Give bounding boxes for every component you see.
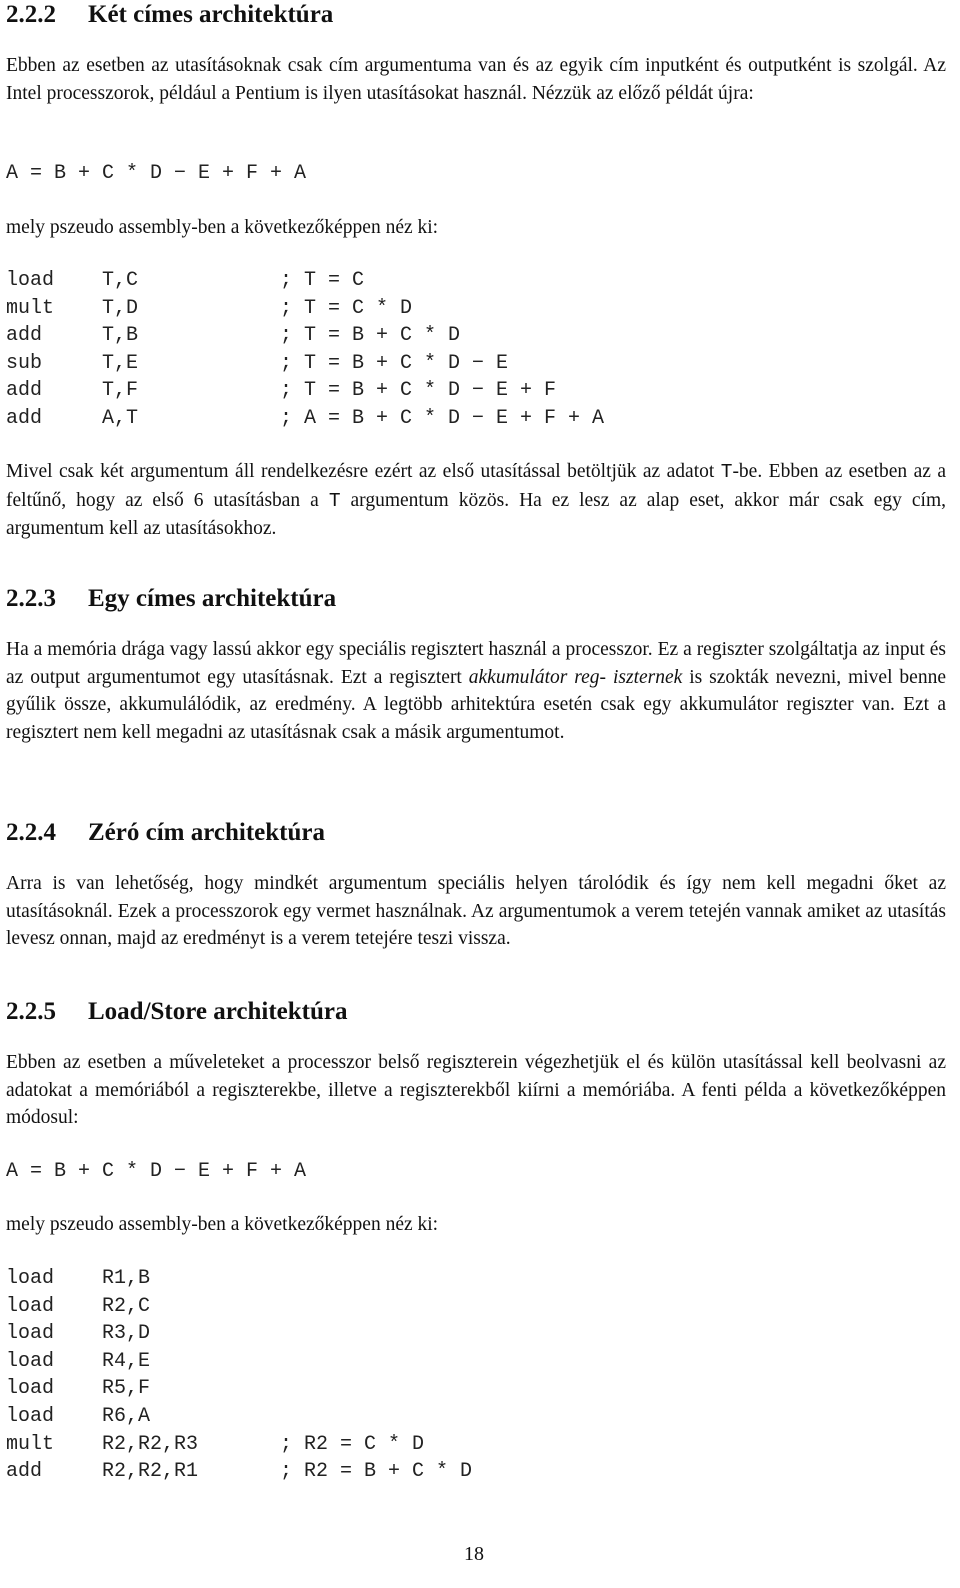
code-comment: ; T = C * D: [280, 296, 413, 320]
section-number: 2.2.4: [6, 819, 56, 846]
paragraph-lead-1: mely pszeudo assembly-ben a következőképpen néz ki:: [6, 217, 439, 238]
page-number: 18: [464, 1543, 484, 1565]
section-number: 2.2.3: [6, 585, 56, 612]
inline-code: T: [328, 489, 341, 512]
code-opcode: load: [6, 1349, 55, 1373]
formula-2: A = B + C * D − E + F + A: [6, 1160, 307, 1183]
code-opcode: load: [6, 269, 55, 292]
paragraph-2-2-3: [6, 636, 946, 746]
section-heading-2-2-3: [6, 584, 336, 614]
code-comment: ; T = B + C * D: [280, 324, 461, 348]
section-heading-2-2-2: [6, 0, 333, 30]
text-part: argumentum közös. Ha ez lesz az alap eset, akkor már csak egy cím, argumentum kell az utasításokhoz.: [6, 489, 946, 539]
paragraph-2-2-2-intro: Ebben az esetben az utasításoknak csak cím argumentuma van és az egyik cím inputként és outputként is szolgál. Az Intel processzorok, például a Pentium is ilyen utasításokat használ. Nézzük az előző példát újra:: [6, 55, 946, 104]
code-operands: T,C: [102, 269, 139, 292]
code-operands: A,T: [102, 406, 139, 430]
code-opcode: load: [6, 1404, 55, 1428]
code-comment: ; R2 = C * D: [280, 1432, 425, 1456]
code-opcode: load: [6, 1267, 55, 1290]
code-opcode: mult: [6, 296, 55, 320]
formula-1: A = B + C * D − E + F + A: [6, 162, 307, 185]
inline-code: T: [720, 461, 733, 483]
code-operands: R2,R2,R1: [102, 1460, 199, 1484]
code-comment: ; T = C: [280, 269, 365, 292]
code-opcode: add: [6, 324, 43, 348]
code-operands: R5,F: [102, 1377, 151, 1401]
emphasis: iszternek: [612, 666, 683, 688]
code-comment: ; R2 = B + C * D: [280, 1460, 473, 1484]
section-number: 2.2.5: [6, 998, 56, 1025]
code-comment: ; T = B + C * D − E + F: [280, 379, 557, 403]
code-operands: T,F: [102, 379, 139, 403]
code-opcode: add: [6, 406, 43, 430]
code-operands: R6,A: [102, 1404, 151, 1428]
section-title: Egy címes architektúra: [88, 585, 337, 612]
section-number: 2.2.2: [6, 1, 56, 28]
code-operands: T,D: [102, 296, 139, 320]
code-opcode: sub: [6, 351, 43, 375]
paragraph-2-2-2-after: [6, 458, 946, 543]
code-opcode: mult: [6, 1432, 55, 1456]
paragraph-2-2-4: Arra is van lehetőség, hogy mindkét argumentum speciális helyen tárolódik és így nem kell megadni őket az utasításoknál. Ezek a processzorok egy vermet használnak. Az argumentumok a verem tetején vannak amiket az utasítás levesz onnan, majd az eredményt is a verem tetejére teszi vissza.: [6, 873, 946, 949]
code-opcode: load: [6, 1294, 55, 1318]
text-part: Mivel csak két argumentum áll rendelkezésre ezért az első utasítással betöltjük az adatot: [6, 461, 721, 482]
code-comment: ; T = B + C * D − E: [280, 351, 509, 375]
section-heading-2-2-4: [6, 818, 325, 848]
code-operands: R2,R2,R3: [102, 1432, 199, 1456]
code-operands: R2,C: [102, 1294, 151, 1318]
code-operands: R3,D: [102, 1322, 151, 1346]
emphasis: akkumulátor reg-: [468, 666, 607, 688]
code-operands: R1,B: [102, 1267, 151, 1290]
text-part: Ha a memória drága vagy lassú akkor egy speciális regisztert használ a processzor. Ez a regiszter szolgáltatja az input és az output argumentumot egy utasításnak. Ezt a regisztert: [6, 639, 946, 688]
section-heading-2-2-5: [6, 997, 348, 1027]
code-opcode: add: [6, 1460, 43, 1484]
code-operands: T,B: [102, 324, 139, 348]
code-operands: R4,E: [102, 1349, 151, 1373]
section-title: Load/Store architektúra: [88, 998, 348, 1025]
section-title: Zéró cím architektúra: [88, 819, 325, 846]
code-opcode: load: [6, 1377, 55, 1401]
code-comment: ; A = B + C * D − E + F + A: [280, 406, 605, 430]
code-opcode: load: [6, 1322, 55, 1346]
text-part: is szokták nevezni, mivel benne gyűlik össze, akkumulálódik, az eredmény. A legtöbb arhitektúra esetén csak egy akkumulátor regiszter van. Ezt a regisztert nem kell megadni az utasításnak csak a másik argumentumot.: [6, 666, 946, 743]
paragraph-2-2-5-intro: Ebben az esetben a műveleteket a processzor belső regiszterein végezhetjük el és külön utasítással kell beolvasni az adatokat a memóriából a regiszterekbe, illetve a regiszterekből kiírni a memóriába. A fenti példa a következőképpen módosul:: [6, 1052, 946, 1128]
paragraph-lead-2: mely pszeudo assembly-ben a következőképpen néz ki:: [6, 1214, 439, 1235]
code-operands: T,E: [102, 351, 139, 375]
section-title: Két címes architektúra: [88, 1, 334, 28]
text-part: -be. Ebben az esetben az a feltűnő, hogy az első 6 utasításban a: [6, 461, 946, 511]
code-opcode: add: [6, 379, 43, 403]
